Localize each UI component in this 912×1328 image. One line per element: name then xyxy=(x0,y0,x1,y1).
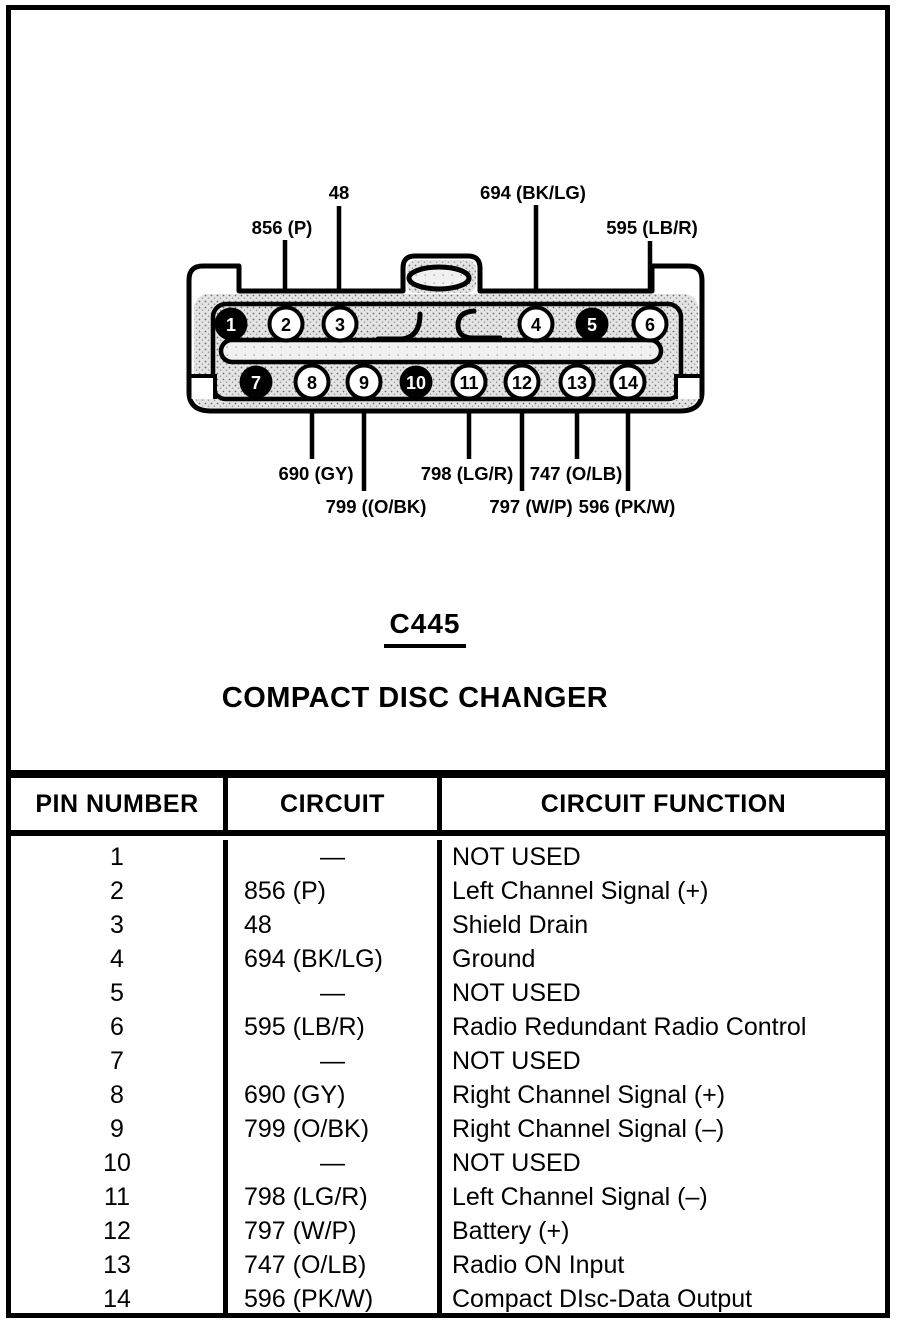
wire-label-pin4: 694 (BK/LG) xyxy=(480,182,586,203)
pin-3-number: 3 xyxy=(334,315,346,335)
table-header-row xyxy=(11,778,885,836)
pin-3 xyxy=(324,308,357,341)
circuit-function-cell: Compact DIsc-Data Output xyxy=(452,1285,753,1313)
pin-number-cell: 3 xyxy=(11,908,228,942)
header-pin-number: PIN NUMBER xyxy=(11,778,228,830)
pin-number-cell: 12 xyxy=(11,1214,228,1248)
table-row xyxy=(11,1282,885,1316)
circuit-cell: 797 (W/P) xyxy=(228,1214,442,1248)
pin-9-number: 9 xyxy=(358,373,370,393)
header-circuit-function: CIRCUIT FUNCTION xyxy=(540,789,787,818)
pin-7 xyxy=(240,366,273,399)
circuit-function-cell: Shield Drain xyxy=(452,911,589,939)
pin-10-number: 10 xyxy=(405,373,427,393)
circuit-function-cell: NOT USED xyxy=(452,979,581,1007)
wire-label-pin12: 797 (W/P) xyxy=(489,496,573,517)
pin-10 xyxy=(400,366,433,399)
circuit-function-cell: Radio ON Input xyxy=(452,1251,625,1279)
circuit-cell: 856 (P) xyxy=(228,874,442,908)
circuit-cell: 798 (LG/R) xyxy=(228,1180,442,1214)
pin-number-cell: 10 xyxy=(11,1146,228,1180)
pin-13 xyxy=(561,366,594,399)
wire-label-pin2: 856 (P) xyxy=(251,217,313,238)
circuit-cell: 595 (LB/R) xyxy=(228,1010,442,1044)
circuit-function-cell: NOT USED xyxy=(452,1047,581,1075)
circuit-function-cell: Radio Redundant Radio Control xyxy=(452,1013,807,1041)
circuit-cell: 690 (GY) xyxy=(228,1078,442,1112)
index-notch-left xyxy=(191,376,216,399)
pin-6 xyxy=(634,308,667,341)
wire-label-pin14: 596 (PK/W) xyxy=(578,496,676,517)
table-row xyxy=(11,1112,885,1146)
circuit-cell: 799 (O/BK) xyxy=(228,1112,442,1146)
table-row xyxy=(11,1010,885,1044)
pin-11-number: 11 xyxy=(459,373,479,393)
lock-tab-slot xyxy=(409,267,469,289)
header-circuit: CIRCUIT xyxy=(228,778,442,830)
connector-id xyxy=(305,608,545,648)
circuit-function-cell: Ground xyxy=(452,945,536,973)
pin-4 xyxy=(520,308,553,341)
diagram-title: COMPACT DISC CHANGER xyxy=(221,682,609,714)
pin-6-number: 6 xyxy=(644,315,656,335)
wire-label-pin13: 747 (O/LB) xyxy=(529,463,623,484)
pin-number-cell: 9 xyxy=(11,1112,228,1146)
pin-number-cell: 13 xyxy=(11,1248,228,1282)
pin-12-number: 12 xyxy=(511,373,533,393)
pin-number-cell: 4 xyxy=(11,942,228,976)
pin-number-cell: 14 xyxy=(11,1282,228,1316)
pin-8-number: 8 xyxy=(306,373,318,393)
table-row xyxy=(11,1180,885,1214)
pin-number-cell: 8 xyxy=(11,1078,228,1112)
wire-label-pin11: 798 (LG/R) xyxy=(420,463,514,484)
pin-9 xyxy=(348,366,381,399)
circuit-function-cell: NOT USED xyxy=(452,843,581,871)
circuit-cell: 596 (PK/W) xyxy=(228,1282,442,1316)
table-row xyxy=(11,874,885,908)
table-row xyxy=(11,1146,885,1180)
wire-label-pin3: 48 xyxy=(328,182,350,203)
circuit-function-cell: Left Channel Signal (+) xyxy=(452,877,709,905)
pin-14 xyxy=(612,366,645,399)
pin-5 xyxy=(576,308,609,341)
pin-2-number: 2 xyxy=(280,315,292,335)
table-rows xyxy=(11,836,885,1316)
pin-number-cell: 1 xyxy=(11,840,228,874)
table-row xyxy=(11,1248,885,1282)
wire-label-pin8: 690 (GY) xyxy=(278,463,354,484)
table-row xyxy=(11,976,885,1010)
pin-1 xyxy=(215,308,248,341)
pin-5-number: 5 xyxy=(586,315,598,335)
circuit-cell: — xyxy=(228,1146,442,1180)
pinout-table xyxy=(6,773,890,1318)
circuit-function-cell: Left Channel Signal (–) xyxy=(452,1183,708,1211)
circuit-cell: — xyxy=(228,976,442,1010)
pin-7-number: 7 xyxy=(250,373,262,393)
circuit-function-cell: Right Channel Signal (–) xyxy=(452,1115,725,1143)
table-row xyxy=(11,1044,885,1078)
pin-number-cell: 6 xyxy=(11,1010,228,1044)
table-row xyxy=(11,1078,885,1112)
circuit-cell: 747 (O/LB) xyxy=(228,1248,442,1282)
circuit-function-cell: NOT USED xyxy=(452,1149,581,1177)
table-row xyxy=(11,840,885,874)
pin-1-number: 1 xyxy=(225,315,237,335)
table-row xyxy=(11,942,885,976)
index-notch-right xyxy=(676,376,701,399)
pin-number-cell: 7 xyxy=(11,1044,228,1078)
center-slot xyxy=(221,340,661,362)
wire-label-pin9: 799 ((O/BK) xyxy=(325,496,427,517)
circuit-cell: — xyxy=(228,840,442,874)
wire-label-pin6: 595 (LB/R) xyxy=(606,217,698,238)
connector-id-label: C445 xyxy=(384,608,467,648)
pin-13-number: 13 xyxy=(566,373,588,393)
circuit-cell: 694 (BK/LG) xyxy=(228,942,442,976)
table-row xyxy=(11,1214,885,1248)
pin-number-cell: 5 xyxy=(11,976,228,1010)
connector-diagram xyxy=(0,0,912,560)
pin-number-cell: 2 xyxy=(11,874,228,908)
circuit-cell: 48 xyxy=(228,908,442,942)
pin-11 xyxy=(453,366,486,399)
circuit-cell: — xyxy=(228,1044,442,1078)
pin-4-number: 4 xyxy=(530,315,542,335)
circuit-function-cell: Battery (+) xyxy=(452,1217,570,1245)
pin-8 xyxy=(296,366,329,399)
circuit-function-cell: Right Channel Signal (+) xyxy=(452,1081,726,1109)
pin-14-number: 14 xyxy=(617,373,639,393)
pin-2 xyxy=(270,308,303,341)
table-row xyxy=(11,908,885,942)
pin-number-cell: 11 xyxy=(11,1180,228,1214)
pin-12 xyxy=(506,366,539,399)
